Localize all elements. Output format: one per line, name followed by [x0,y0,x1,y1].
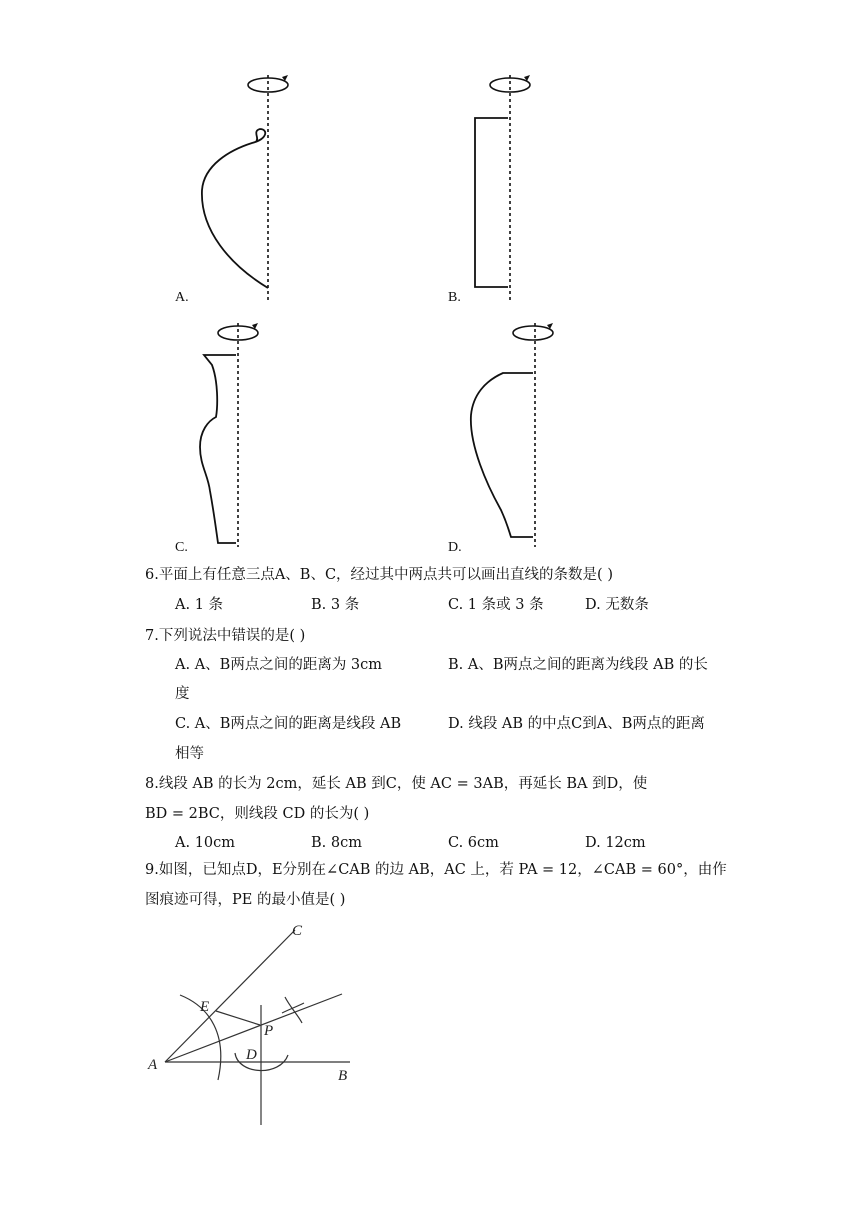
label-e: E [200,999,210,1015]
q7-option-a: A. A、B两点之间的距离为 3cm [175,657,383,673]
ray-ac [165,930,295,1062]
q6-option-d: D. 无数条 [585,597,649,613]
label-a: A [148,1057,158,1073]
question-8-stem-cont: BD = 2BC，则线段 CD 的长为( ) [145,806,370,822]
label-p: P [264,1023,274,1039]
q7-option-d: D. 线段 AB 的中点C到A、B两点的距离 [448,716,705,732]
question-9-figure [140,915,380,1130]
q7-option-c-cont: 相等 [175,746,204,762]
figure-a-label: A. [175,290,189,305]
question-7-stem: 7.下列说法中错误的是( ) [145,628,306,644]
q8-option-c: C. 6cm [448,835,499,851]
question-8-stem: 8.线段 AB 的长为 2cm，延长 AB 到C，使 AC = 3AB，再延长 BA 到D，使 [145,776,648,792]
figure-c-label: C. [175,540,188,555]
q8-option-d: D. 12cm [585,835,646,851]
figure-option-b [470,65,550,305]
q6-option-a: A. 1 条 [175,597,224,613]
q8-option-b: B. 8cm [311,835,362,851]
figure-d-label: D. [448,540,462,555]
figure-b-label: B. [448,290,461,305]
figure-option-d [465,315,555,555]
question-9-stem: 9.如图，已知点D，E分别在∠CAB 的边 AB，AC 上，若 PA = 12，∠CAB = 60°，由作 [145,862,727,878]
q7-option-c: C. A、B两点之间的距离是线段 AB [175,716,402,732]
q8-option-a: A. 10cm [175,835,236,851]
intersecting-arc-2 [282,1003,304,1013]
question-9-stem-cont: 图痕迹可得，PE 的最小值是( ) [145,892,346,908]
label-c: C [292,923,303,939]
label-b: B [338,1068,348,1084]
q7-option-b-cont: 度 [175,686,190,702]
q6-option-c: C. 1 条或 3 条 [448,597,544,613]
figure-option-a [190,65,290,305]
segment-pe [216,1011,260,1025]
q7-option-b: B. A、B两点之间的距离为线段 AB 的长 [448,657,708,673]
q6-option-b: B. 3 条 [311,597,360,613]
label-d: D [246,1047,257,1063]
figure-option-c [190,315,270,555]
question-6-stem: 6.平面上有任意三点A、B、C，经过其中两点共可以画出直线的条数是( ) [145,567,613,583]
